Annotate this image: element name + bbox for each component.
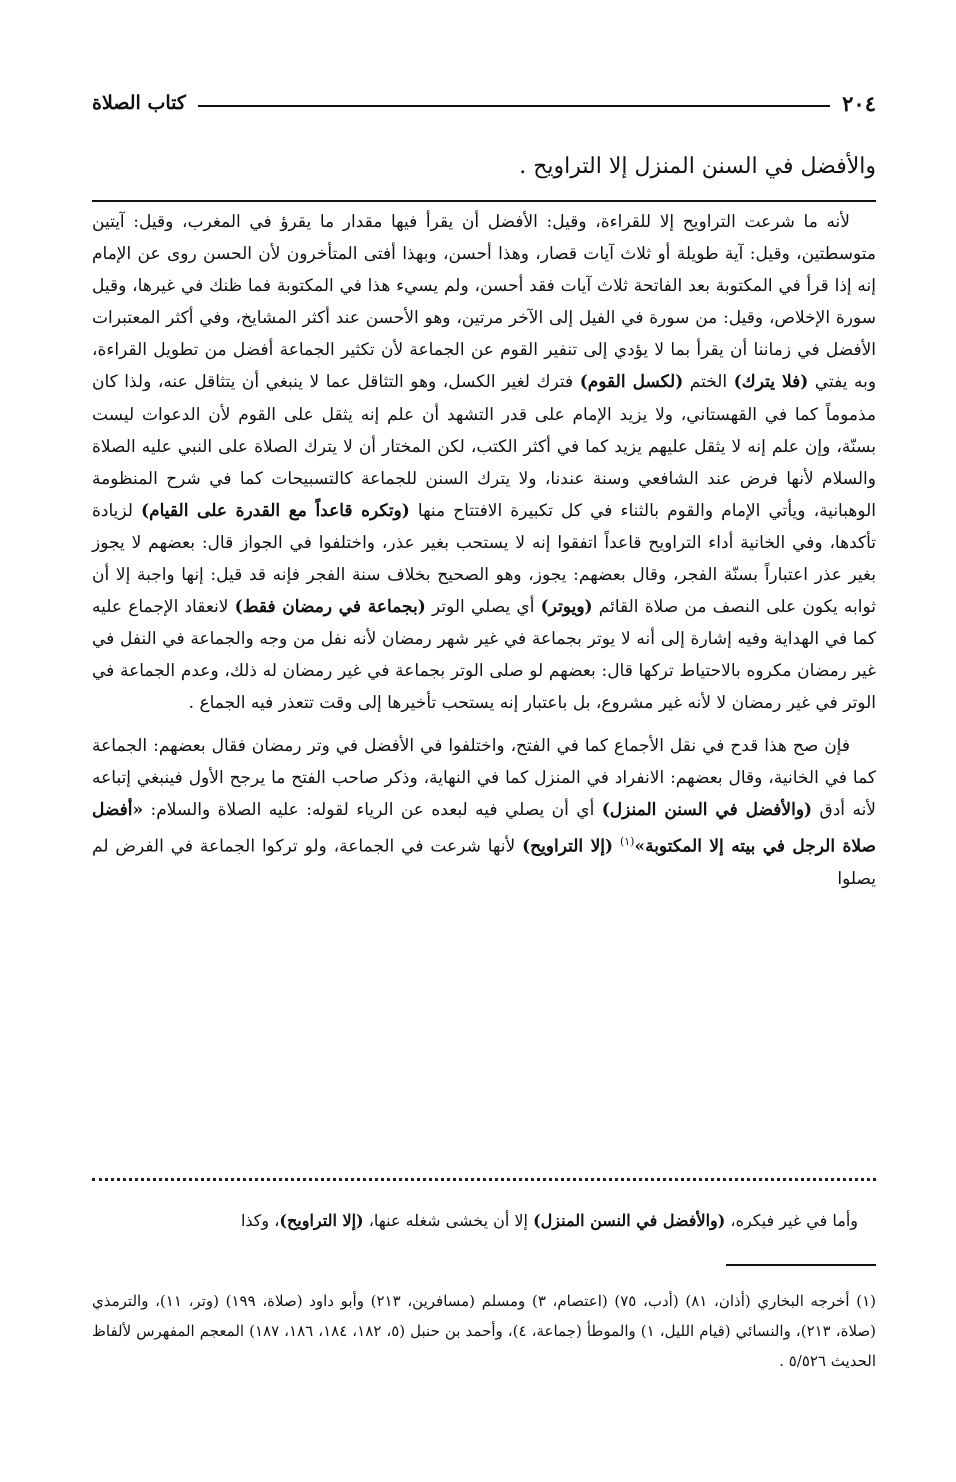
matn-quote: (ويوتر) bbox=[540, 597, 593, 618]
commentary-paragraph bbox=[92, 206, 876, 720]
matn-quote: (والأفضل في النسن المنزل) bbox=[533, 1211, 726, 1230]
margin-commentary bbox=[92, 1206, 876, 1236]
matn-quote: (والأفضل في السنن المنزل) bbox=[601, 799, 813, 820]
commentary-text: لزيادة تأكدها، وفي الخانية أداء التراويح قاعداً اتفقوا إنه لا يستحب بغير عذر، واختلفوا في الجواز قال: بعضهم لا يجوز بغير عذر اعتباراً بسنّة الفجر، وقال بعضهم: يجوز، وهو الصحيح بخلاف سنة الفجر فإنه قد قيل: إنها واجبة إلا أن ثوابه يكون على النصف من صلاة القائم bbox=[92, 500, 877, 618]
commentary-paragraph bbox=[92, 730, 876, 895]
matn-text: والأفضل في السنن المنزل إلا التراويح . bbox=[519, 154, 876, 179]
margin-text: وأما في غير فيكره، bbox=[730, 1211, 858, 1230]
hadith-quote: «أفضل صلاة الرجل في بيته إلا المكتوبة» bbox=[92, 799, 876, 857]
matn-separator bbox=[92, 200, 876, 202]
dotted-separator bbox=[92, 1178, 876, 1189]
commentary-text: أي أن يصلي فيه لبعده عن الرياء لقوله: عليه الصلاة والسلام: bbox=[150, 799, 595, 820]
commentary-text: أي يصلي الوتر bbox=[431, 597, 535, 618]
page-number: ٢٠٤ bbox=[842, 90, 876, 116]
matn-quote: (بجماعة في رمضان فقط) bbox=[234, 597, 426, 618]
matn-quote: (فلا يترك) bbox=[733, 372, 809, 393]
commentary-text: لأنه ما شرعت التراويح إلا للقراءة، وقيل: الأفضل أن يقرأ فيها مقدار ما يقرؤ في المغرب، وقيل: آيتين متوسطتين، وقيل: آية طويلة أو ثلاث آيات قصار، وهذا أحسن، وبهذا أفتى المتأخرون لأن الحسن روى عن الإمام إنه إذا قرأ في المكتوبة بعد الفاتحة ثلاث آيات فقد أحسن، ولم يسيء هذا في المكتوبة فما ظنك في غيرها، وقيل سورة الإخلاص، وقيل: من سورة في الفيل إلى الآخر مرتين، وهو الأحسن عند أكثر المشايخ، وفي أكثر المعتبرات الأفضل في زماننا أن يقرأ بما لا يؤدي إلى تنفير القوم عن الجماعة لأن تكثير الجماعة أفضل من تطويل القراءة، وبه يفتي bbox=[92, 212, 877, 393]
footnote-rule bbox=[726, 1264, 876, 1266]
margin-text: إلا أن يخشى شغله عنها، bbox=[368, 1211, 528, 1230]
margin-text: ، وكذا bbox=[240, 1211, 280, 1230]
footnote-marker: (١) bbox=[619, 834, 635, 848]
commentary-text: فترك لغير الكسل، وهو التثاقل عما لا ينبغي أن يتثاقل عنه، ولذا كان مذموماً كما في القهستاني، ولا يزيد الإمام على قدر التشهد أن علم إنه يثقل على القوم لأن الدعوات ليست بسنّة، وإن علم إنه لا يثقل عليهم يزيد كما في أكثر الكتب، لكن المختار أن لا يترك الصلاة على النبي عليه الصلاة والسلام لأنها فرض عند الشافعي وسنة عندنا، ولا يترك السنن للجماعة كالتسبيحات كما في شرح المنظومة الوهبانية، ويأتي الإمام والقوم بالثناء في كل تكبيرة الافتتاح منها bbox=[92, 372, 877, 521]
commentary-text: لأنها شرعت في الجماعة، ولو تركوا الجماعة في الفرض لم يصلوا bbox=[92, 836, 876, 889]
matn-quote: (لكسل القوم) bbox=[579, 372, 684, 393]
book-title: كتاب الصلاة bbox=[92, 92, 186, 114]
commentary-block bbox=[92, 206, 876, 895]
matn-quote: (وتكره قاعداً مع القدرة على القيام) bbox=[141, 500, 410, 521]
matn-quote: (إلا التراويح) bbox=[522, 836, 614, 857]
commentary-text: لانعقاد الإجماع عليه كما في الهداية وفيه إشارة إلى أنه لا يوتر بجماعة في غير شهر رمضان لأنه نفل من وجه والجماعة في النفل في غير رمضان مكروه بالاحتياط تركها قال: بعضهم لو صلى الوتر بجماعة في غير رمضان له ذلك، وعدم الجماعة في الوتر في غير رمضان لا لأنه غير مشروع، بل باعتبار إنه يستحب تأخيرها إلى وقت تتعذر فيه الجماع . bbox=[92, 597, 876, 714]
header-rule bbox=[198, 105, 830, 107]
commentary-text: الختم bbox=[689, 372, 728, 393]
running-header bbox=[92, 86, 876, 120]
commentary-text: فإن صح هذا قدح في نقل الأجماع كما في الفتح، واختلفوا في الأفضل في وتر رمضان فقال بعضهم: الجماعة كما في الخانية، وقال بعضهم: الانفراد في المنزل كما في النهاية، وذكر صاحب الفتح ما يرجح الأول فينبغي إتباعه لأنه أدق bbox=[92, 735, 877, 820]
footnote: (١) أخرجه البخاري (أذان، ٨١) (أدب، ٧٥) (اعتصام، ٣) ومسلم (مسافرين، ٢١٣) وأبو داود (صلاة، ١٩٩) (وتر، ١١)، والترمذي (صلاة، ٢١٣)، والنسائي (قيام الليل، ١) والموطأ (جماعة، ٤)، وأحمد بن حنبل (٥، ١٨٢، ١٨٤، ١٨٦، ١٨٧) المعجم المفهرس لألفاظ الحديث ٥/٥٢٦ . bbox=[92, 1292, 877, 1370]
matn-quote: (إلا التراويح) bbox=[279, 1211, 364, 1230]
